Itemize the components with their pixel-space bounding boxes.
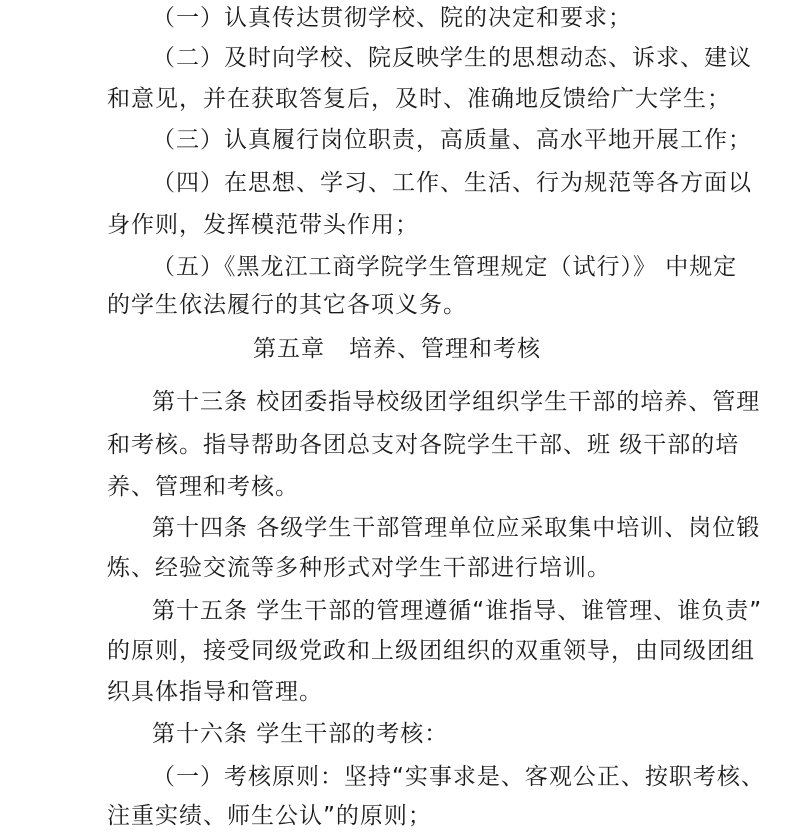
paragraph-line: 注重实绩、师生公认”的原则； xyxy=(107,803,432,829)
paragraph-line: 织具体指导和管理。 xyxy=(107,679,323,705)
paragraph-line: 和考核。指导帮助各团总支对各院学生干部、班 级干部的培 xyxy=(107,432,740,458)
paragraph-line: 第十三条 校团委指导校级团学组织学生干部的培养、管理 xyxy=(152,389,761,415)
paragraph-line: 的学生依法履行的其它各项义务。 xyxy=(107,292,467,318)
paragraph-line: （五）《黑龙江工商学院学生管理规定（试行）》 中规定 xyxy=(152,254,738,280)
paragraph-line: 第十五条 学生干部的管理遵循“谁指导、谁管理、谁负责” xyxy=(152,598,763,624)
paragraph-line: 第十六条 学生干部的考核： xyxy=(152,721,449,747)
chapter-heading: 第五章 培养、管理和考核 xyxy=(253,336,541,362)
paragraph-line: （三）认真履行岗位职责，高质量、高水平地开展工作； xyxy=(152,127,752,153)
paragraph-line: （一）认真传达贯彻学校、院的决定和要求； xyxy=(152,5,632,31)
paragraph-line: 炼、经验交流等多种形式对学生干部进行培训。 xyxy=(107,555,611,581)
paragraph-line: 和意见，并在获取答复后，及时、准确地反馈给广大学生； xyxy=(107,86,731,112)
paragraph-line: 的原则，接受同级党政和上级团组织的双重领导，由同级团组 xyxy=(107,638,755,664)
paragraph-line: 第十四条 各级学生干部管理单位应采取集中培训、岗位锻 xyxy=(152,515,761,541)
paragraph-line: （四）在思想、学习、工作、生活、行为规范等各方面以 xyxy=(152,170,752,196)
paragraph-line: （一）考核原则：坚持“实事求是、客观公正、按职考核、 xyxy=(152,764,765,790)
paragraph-line: 身作则，发挥模范带头作用； xyxy=(107,212,419,238)
paragraph-line: 养、管理和考核。 xyxy=(107,474,299,500)
paragraph-line: （二）及时向学校、院反映学生的思想动态、诉求、建议 xyxy=(152,45,752,71)
